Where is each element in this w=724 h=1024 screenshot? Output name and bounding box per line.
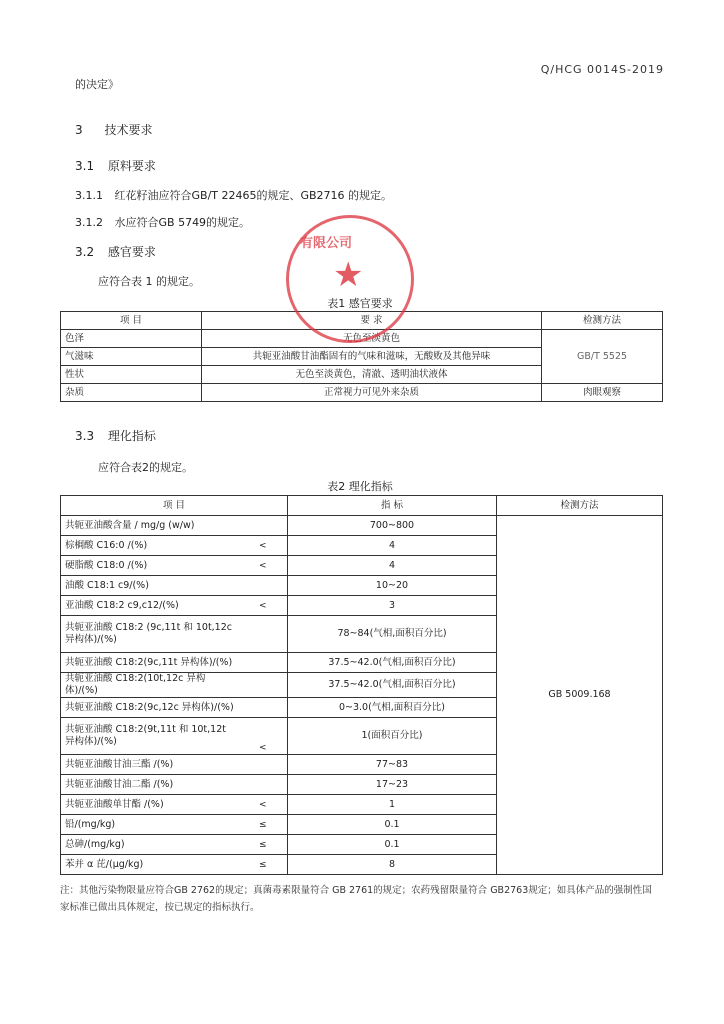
- section-3-3-text: 应符合表2的规定。: [98, 461, 193, 474]
- row-item: 色泽: [61, 330, 202, 348]
- clause-number: 3.1.2: [75, 216, 103, 229]
- continuation-text: 的决定》: [75, 78, 119, 91]
- header-req: 要 求: [202, 312, 542, 330]
- clause-3-1-1: [75, 187, 392, 203]
- row-sym: [239, 698, 288, 718]
- section-3-1-heading: [75, 157, 156, 174]
- section-3-2-heading: [75, 243, 156, 260]
- header-value: 指 标: [288, 496, 497, 516]
- row-sym: <: [239, 596, 288, 616]
- row-value: 10~20: [288, 576, 497, 596]
- header-method: 检测方法: [497, 496, 663, 516]
- row-req: 共轭亚油酸甘油酯固有的气味和滋味，无酸败及其他异味: [202, 348, 542, 366]
- table-note: 注：其他污染物限量应符合GB 2762的规定；真菌毒素限量符合 GB 2761的规定；农药残留限量符合 GB2763规定；如具体产品的强制性国家标准已做出具体规定，按已规定的指标执行。: [60, 885, 652, 913]
- row-value: 3: [288, 596, 497, 616]
- row-sym: [239, 755, 288, 775]
- section-number: 3: [75, 123, 83, 137]
- section-title: 技术要求: [104, 123, 153, 137]
- row-value: 1(面积百分比): [288, 718, 497, 755]
- row-value: 8: [288, 855, 497, 875]
- row-item: 苯并 α 芘/(μg/kg): [61, 855, 239, 875]
- table-row: [61, 516, 663, 536]
- row-sym: <: [239, 795, 288, 815]
- row-value: 37.5~42.0(气相,面积百分比): [288, 653, 497, 673]
- row-item: 棕榈酸 C16:0 /(%): [61, 536, 239, 556]
- row-value: 0~3.0(气相,面积百分比): [288, 698, 497, 718]
- section-title: 原料要求: [107, 159, 156, 173]
- row-value: 0.1: [288, 835, 497, 855]
- row-value: 78~84(气相,面积百分比): [288, 616, 497, 653]
- row-req: 无色至淡黄色: [202, 330, 542, 348]
- section-number: 3.1: [75, 159, 95, 173]
- header-method: 检测方法: [542, 312, 663, 330]
- section-title: 感官要求: [107, 245, 156, 259]
- row-sym: [239, 616, 288, 653]
- row-sym: [239, 516, 288, 536]
- row-item: 共轭亚油酸单甘酯 /(%): [61, 795, 239, 815]
- row-req: 无色至淡黄色，清澈、透明油状液体: [202, 366, 542, 384]
- row-item: 共轭亚油酸甘油三酯 /(%): [61, 755, 239, 775]
- row-item: 共轭亚油酸 C18:2 (9c,11t 和 10t,12c 异构体)/(%): [61, 616, 239, 653]
- row-value: 4: [288, 536, 497, 556]
- row-method: GB/T 5525: [542, 330, 663, 384]
- row-sym: [239, 673, 288, 698]
- table2-caption: 表2 理化指标: [327, 480, 393, 493]
- row-sym: [239, 775, 288, 795]
- row-req: 正常视力可见外来杂质: [202, 384, 542, 402]
- row-item: 性状: [61, 366, 202, 384]
- row-method: GB 5009.168: [497, 516, 663, 875]
- row-value: 4: [288, 556, 497, 576]
- row-value: 1: [288, 795, 497, 815]
- row-sym: <: [239, 536, 288, 556]
- row-sym: [239, 576, 288, 596]
- row-value: 17~23: [288, 775, 497, 795]
- row-sym: ≤: [239, 815, 288, 835]
- row-item: 气滋味: [61, 348, 202, 366]
- row-method: 肉眼观察: [542, 384, 663, 402]
- clause-3-1-2: [75, 214, 250, 230]
- row-value: 77~83: [288, 755, 497, 775]
- clause-text: 水应符合GB 5749的规定。: [114, 216, 251, 229]
- row-sym: [239, 653, 288, 673]
- row-sym: <: [239, 718, 288, 755]
- row-sym: ≤: [239, 835, 288, 855]
- seal-text: 有限公司: [300, 236, 353, 251]
- row-item: 共轭亚油酸 C18:2(9t,11t 和 10t,12t 异构体)/(%): [61, 718, 239, 755]
- row-value: 37.5~42.0(气相,面积百分比): [288, 673, 497, 698]
- clause-text: 红花籽油应符合GB/T 22465的规定、GB2716 的规定。: [114, 189, 393, 202]
- row-item: 共轭亚油酸 C18:2(9c,11t 异构体)/(%): [61, 653, 239, 673]
- row-item: 共轭亚油酸 C18:2(9c,12c 异构体)/(%): [61, 698, 239, 718]
- row-sym: ≤: [239, 855, 288, 875]
- row-item: 油酸 C18:1 c9/(%): [61, 576, 239, 596]
- table-header-row: [61, 496, 663, 516]
- header-item: 项 目: [61, 312, 202, 330]
- section-3-3-heading: [75, 427, 156, 444]
- section-title: 理化指标: [107, 429, 156, 443]
- seal-star-icon: ★: [333, 255, 364, 295]
- row-item: 杂质: [61, 384, 202, 402]
- physchem-table: [60, 495, 663, 875]
- row-sym: <: [239, 556, 288, 576]
- table1-caption: 表1 感官要求: [327, 297, 393, 310]
- row-item: 共轭亚油酸含量 / mg/g (w/w): [61, 516, 239, 536]
- row-item: 共轭亚油酸 C18:2(10t,12c 异构体)/(%): [61, 673, 239, 698]
- row-item: 亚油酸 C18:2 c9,c12/(%): [61, 596, 239, 616]
- table-row: [61, 384, 663, 402]
- header-item: 项 目: [61, 496, 288, 516]
- section-3-heading: [75, 121, 152, 138]
- row-item: 硬脂酸 C18:0 /(%): [61, 556, 239, 576]
- standard-number: Q/HCG 0014S-2019: [540, 63, 664, 76]
- section-number: 3.3: [75, 429, 95, 443]
- row-value: 0.1: [288, 815, 497, 835]
- section-number: 3.2: [75, 245, 95, 259]
- section-3-2-text: 应符合表 1 的规定。: [98, 275, 200, 288]
- row-value: 700~800: [288, 516, 497, 536]
- clause-number: 3.1.1: [75, 189, 103, 202]
- row-item: 共轭亚油酸甘油二酯 /(%): [61, 775, 239, 795]
- row-item: 总砷/(mg/kg): [61, 835, 239, 855]
- row-item: 铅/(mg/kg): [61, 815, 239, 835]
